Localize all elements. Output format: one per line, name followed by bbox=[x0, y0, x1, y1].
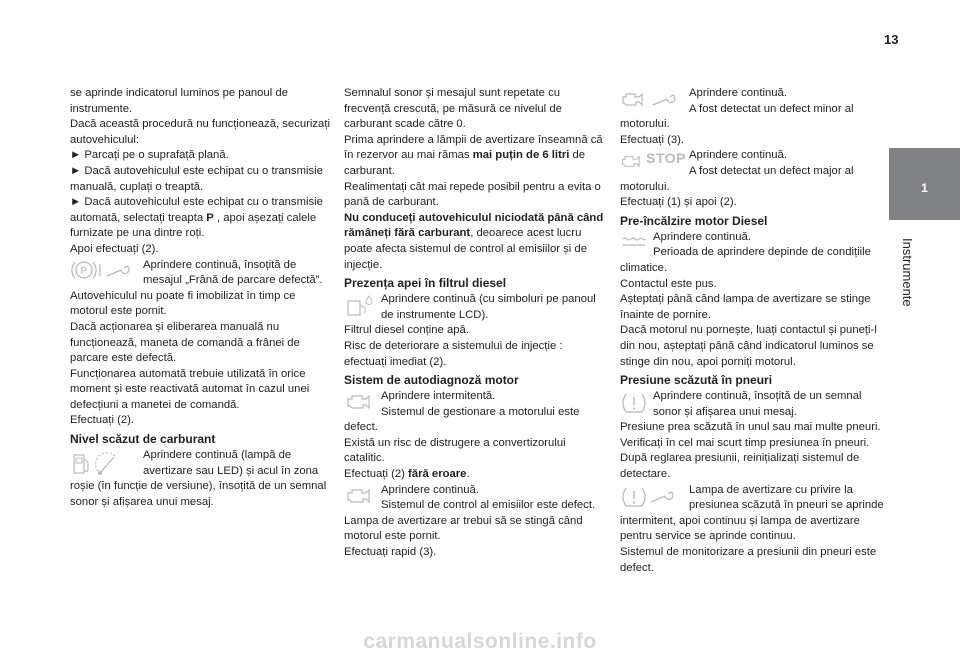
heading-preheating: Pre-încălzire motor Diesel bbox=[620, 213, 768, 228]
paragraph: Semnalul sonor și mesajul sunt repetate cu frecvență crescută, pe măsură ce nivelul de carburant scade către 0. bbox=[344, 87, 562, 131]
paragraph: Aprindere intermitentă. bbox=[381, 390, 496, 403]
water-in-diesel-entry bbox=[344, 292, 608, 323]
column-3 bbox=[620, 86, 884, 576]
paragraph: Autovehiculul nu poate fi imobilizat în timp ce motorul este pornit. bbox=[70, 289, 296, 318]
paragraph: Aprindere continuă (lampă de avertizare sau LED) și acul în zona roșie (în funcție de versiune), însoțită de un semnal sonor și afișarea unui mesaj. bbox=[70, 449, 327, 508]
paragraph: Aprindere continuă, însoțită de mesajul „Frână de parcare defectă”. bbox=[143, 258, 323, 287]
paragraph: Dacă această procedură nu funcționează, securizați autovehiculul: bbox=[70, 118, 330, 146]
diagnosis-continuous-entry bbox=[344, 483, 608, 514]
paragraph: Prima aprindere a lămpii de avertizare înseamnă că în rezervor au mai rămas mai puțin de 6 litri de carburant. bbox=[344, 133, 603, 177]
icon-group bbox=[70, 258, 140, 289]
paragraph: Risc de deteriorare a sistemului de injecție : efectuați imediat (2). bbox=[344, 339, 563, 368]
major-fault-entry bbox=[620, 148, 884, 195]
preheating-entry bbox=[620, 230, 884, 277]
paragraph: Aprindere continuă, însoțită de un semnal sonor și afișarea unui mesaj. bbox=[653, 390, 862, 418]
heading-engine-diagnosis: Sistem de autodiagnoză motor bbox=[344, 373, 519, 388]
paragraph: Efectuați (2). bbox=[70, 414, 135, 427]
icon-group bbox=[620, 86, 686, 117]
paragraph: Contactul este pus. bbox=[620, 277, 717, 290]
engine-icon bbox=[344, 390, 376, 414]
paragraph: Funcționarea automată trebuie utilizată în orice moment și este reactivată automat în cazul unei defecțiuni a manetei de comandă. bbox=[70, 367, 310, 411]
paragraph: Presiune prea scăzută în unul sau mai multe pneuri. bbox=[620, 421, 881, 434]
engine-icon bbox=[620, 149, 646, 173]
wrench-icon bbox=[104, 259, 134, 281]
paragraph: Lampa de avertizare ar trebui să se stingă când motorul este pornit. bbox=[344, 514, 583, 543]
paragraph: Există un risc de distrugere a convertizorului catalitic. bbox=[344, 436, 566, 465]
bullet-item: ► Dacă autovehiculul este echipat cu o transmisie automată, selectați treapta P , apoi așezați calele furnizate pe una dintre roți. bbox=[70, 196, 323, 240]
column-2 bbox=[344, 86, 608, 561]
diesel-water-icon bbox=[344, 293, 376, 319]
tyre-pressure-icon bbox=[620, 390, 648, 416]
paragraph: Realimentați cât mai repede posibil pentru a evita o pană de carburant. bbox=[344, 180, 601, 209]
paragraph: Filtrul diesel conține apă. bbox=[344, 324, 469, 337]
tyre-pressure-icon bbox=[620, 484, 648, 510]
paragraph: Efectuați rapid (3). bbox=[344, 546, 437, 559]
paragraph: Aprindere continuă. bbox=[689, 87, 787, 99]
fuel-pump-icon bbox=[70, 449, 92, 479]
icon-group bbox=[620, 148, 686, 179]
icon-group bbox=[620, 389, 650, 420]
paragraph: Aprindere continuă. bbox=[381, 483, 479, 496]
paragraph: Așteptați până când lampa de avertizare se stinge înainte de pornire. bbox=[620, 293, 871, 321]
glow-plug-icon bbox=[620, 231, 648, 253]
paragraph: Sistemul de monitorizare a presiunii din pneuri este defect. bbox=[620, 546, 877, 574]
stop-icon: STOP bbox=[646, 150, 686, 167]
fuel-gauge-icon bbox=[92, 449, 122, 479]
engine-icon bbox=[344, 484, 376, 508]
tyre-monitor-fault-entry bbox=[620, 483, 884, 545]
wrench-icon bbox=[648, 484, 678, 508]
paragraph: Sistemul de gestionare a motorului este defect. bbox=[344, 405, 580, 434]
chapter-tab-number: 1 bbox=[921, 181, 928, 195]
paragraph: Perioada de aprindere depinde de condițiile climatice. bbox=[620, 246, 871, 274]
watermark-footer: carmanualsonline.info bbox=[363, 630, 597, 653]
paragraph: Aprindere continuă (cu simboluri pe panoul de instrumente LCD). bbox=[381, 293, 596, 321]
paragraph: Dacă acționarea și eliberarea manuală nu funcționează, maneta de comandă a frânei de parcare este defectă. bbox=[70, 320, 300, 365]
paragraph: Efectuați (2) fără eroare. bbox=[344, 468, 470, 481]
icon-group bbox=[344, 483, 378, 514]
paragraph: Nu conduceți autovehiculul niciodată până când rămâneți fără carburant, deoarece acest lucru poate afecta sistemul de control al emisiilor și de injecție. bbox=[344, 211, 604, 271]
paragraph: Verificați în cel mai scurt timp presiunea în pneuri. bbox=[620, 436, 870, 449]
paragraph: Aprindere continuă. bbox=[653, 230, 751, 243]
icon-group bbox=[70, 448, 140, 479]
paragraph: se aprinde indicatorul luminos pe panoul de instrumente. bbox=[70, 87, 288, 115]
wrench-icon bbox=[650, 87, 680, 111]
icon-group bbox=[344, 292, 378, 323]
icon-group bbox=[344, 389, 378, 420]
paragraph: A fost detectat un defect minor al motorului. bbox=[620, 102, 854, 131]
svg-text:P: P bbox=[80, 265, 88, 277]
page-number: 13 bbox=[884, 32, 899, 47]
icon-group bbox=[620, 483, 686, 514]
chapter-tab bbox=[889, 148, 960, 220]
paragraph: Efectuați (3). bbox=[620, 133, 685, 146]
engine-icon bbox=[620, 87, 650, 111]
low-fuel-entry bbox=[70, 448, 334, 510]
heading-low-tyre-pressure: Presiune scăzută în pneuri bbox=[620, 373, 773, 388]
icon-group bbox=[620, 230, 650, 261]
brake-warning-entry bbox=[70, 258, 334, 289]
bullet-item: ► Parcați pe o suprafață plană. bbox=[70, 149, 229, 162]
heading-water-in-diesel: Prezența apei în filtrul diesel bbox=[344, 276, 507, 291]
parking-brake-fault-icon bbox=[70, 259, 104, 281]
heading-low-fuel: Nivel scăzut de carburant bbox=[70, 432, 216, 447]
paragraph: Dacă motorul nu pornește, luați contactul și puneți-l din nou, așteptați până când indicatorul luminos se stinge din nou, apoi porniți motorul. bbox=[620, 324, 877, 368]
tyre-pressure-entry bbox=[620, 389, 884, 420]
paragraph: După reglarea presiunii, reinițializați sistemul de detectare. bbox=[620, 452, 860, 481]
bullet-item: ► Dacă autovehiculul este echipat cu o transmisie manuală, cuplați o treaptă. bbox=[70, 164, 323, 193]
section-title: Instrumente bbox=[900, 238, 915, 307]
paragraph: Lampa de avertizare cu privire la presiunea scăzută în pneuri se aprinde intermitent, apoi continuu și lampa de avertizare pentru service se aprinde continuu. bbox=[620, 483, 884, 543]
paragraph: Sistemul de control al emisiilor este defect. bbox=[381, 499, 596, 512]
paragraph: Apoi efectuați (2). bbox=[70, 242, 159, 255]
minor-fault-entry bbox=[620, 86, 884, 133]
paragraph: A fost detectat un defect major al motorului. bbox=[620, 164, 854, 193]
column-1 bbox=[70, 86, 334, 510]
paragraph: Efectuați (1) și apoi (2). bbox=[620, 196, 737, 209]
paragraph: Aprindere continuă. bbox=[689, 149, 787, 162]
diagnosis-flashing-entry bbox=[344, 389, 608, 436]
